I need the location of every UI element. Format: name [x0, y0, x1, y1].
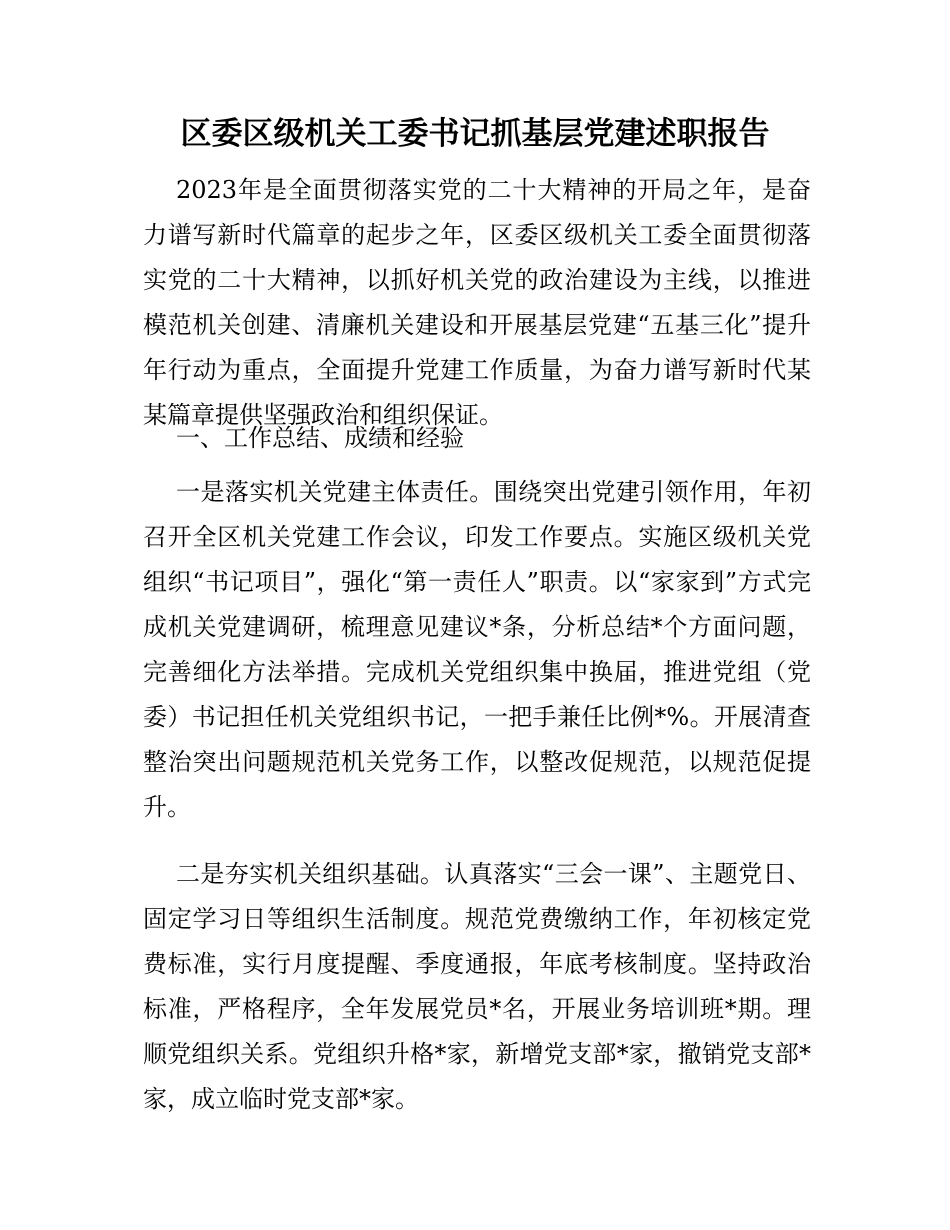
intro-paragraph: 2023年是全面贯彻落实党的二十大精神的开局之年，是奋力谱写新时代篇章的起步之年，区委区级机关工委全面贯彻落实党的二十大精神，以抓好机关党的政治建设为主线，以推进模范机关创建、清廉机关建设和开展基层党建“五基三化”提升年行动为重点，全面提升党建工作质量，为奋力谱写新时代某某篇章提供坚强政治和组织保证。 [143, 176, 811, 429]
document-title: 区委区级机关工委书记抓基层党建述职报告 [180, 116, 770, 152]
body-paragraph-organization: 二是夯实机关组织基础。认真落实“三会一课”、主题党日、固定学习日等组织生活制度。规范党费缴纳工作，年初核定党费标准，实行月度提醒、季度通报，年底考核制度。坚持政治标准，严格程序，全年发展党员*名，开展业务培训班*期。理顺党组织关系。党组织升格*家，新增党支部*家，撤销党支部*家，成立临时党支部*家。 [143, 860, 811, 1113]
body-paragraph-responsibility: 一是落实机关党建主体责任。围绕突出党建引领作用，年初召开全区机关党建工作会议，印发工作要点。实施区级机关党组织“书记项目”，强化“第一责任人”职责。以“家家到”方式完成机关党建调研，梳理意见建议*条，分析总结*个方面问题，完善细化方法举措。完成机关党组织集中换届，推进党组（党委）书记担任机关党组织书记，一把手兼任比例*%。开展清查整治突出问题规范机关党务工作，以整改促规范，以规范促提升。 [143, 478, 811, 821]
section-heading: 一、工作总结、成绩和经验 [176, 424, 464, 452]
